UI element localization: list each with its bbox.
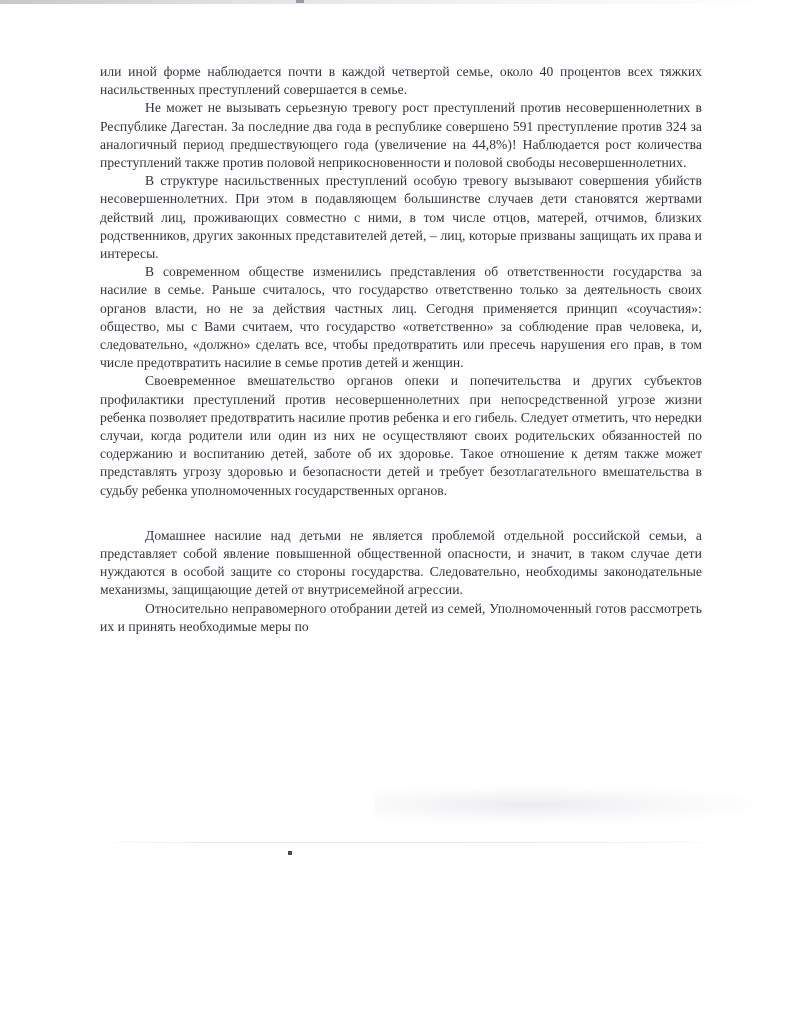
- scan-smudge: [375, 785, 765, 825]
- scan-top-mark: [296, 0, 304, 3]
- paragraph-crime-growth: Не может не вызывать серьезную тревогу рост преступлений против несовершеннолетних в Республике Дагестан. За последние два года в республике совершено 591 преступление против 324 за аналогичный период предшествующего года (увеличение на 44,8%)! Наблюдается рост количества преступлений также против половой неприкосновенности и половой свободы несовершеннолетних.: [100, 100, 702, 171]
- paragraph-gap: [100, 500, 702, 527]
- scan-bottom-line: [90, 842, 730, 843]
- paragraph-domestic-violence: Домашнее насилие над детьми не является проблемой отдельной российской семьи, а представляет собой явление повышенной общественной опасности, и значит, в таком случае дети нуждаются в особой защите со стороны государства. Следовательно, необходимы законодательные механизмы, защищающие детей от внутрисемейной агрессии.: [100, 527, 702, 598]
- page-dot-mark: [288, 851, 292, 855]
- paragraph-violent-crimes: В структуре насильственных преступлений особую тревогу вызывают совершения убийств несовершеннолетних. При этом в подавляющем большинстве случаев дети становятся жертвами действий лиц, проживающих совместно с ними, в том числе отцов, матерей, отчимов, близких родственников, других законных представителей детей, – лиц, которые призваны защищать их права и интересы.: [100, 173, 702, 262]
- paragraph-timely-intervention: Своевременное вмешательство органов опеки и попечительства и других субъектов профилактики преступлений против несовершеннолетних при непосредственной угрозе жизни ребенка позволяет предотвратить насилие против ребенка и его гибель. Следует отметить, что нередки случаи, когда родители или один из них не осуществляют своих родительских обязанностей по содержанию и воспитанию детей, заботе об их здоровье. Такое отношение к детям также может представлять угрозу здоровью и безопасности детей и требует безотлагательного вмешательства в судьбу ребенка уполномоченных государственных органов.: [100, 373, 702, 498]
- scan-top-edge: [0, 0, 791, 4]
- paragraph-continuation: или иной форме наблюдается почти в каждой четвертой семье, около 40 процентов всех тяжких насильственных преступлений совершается в семье.: [100, 64, 702, 98]
- paragraph-unlawful-removal: Относительно неправомерного отобрании детей из семей, Уполномоченный готов рассмотреть их и принять необходимые меры по: [100, 600, 702, 634]
- document-page: [100, 63, 702, 636]
- paragraph-state-responsibility: В современном обществе изменились представления об ответственности государства за насилие в семье. Раньше считалось, что государство ответственно только за деятельность своих органов власти, но не за действия частных лиц. Сегодня применяется принцип «соучастия»: общество, мы с Вами считаем, что государство «ответственно» за соблюдение прав человека, и, следовательно, «должно» сделать все, чтобы предотвратить или пресечь нарушения его прав, в том числе предотвратить насилие в семье против детей и женщин.: [100, 264, 702, 371]
